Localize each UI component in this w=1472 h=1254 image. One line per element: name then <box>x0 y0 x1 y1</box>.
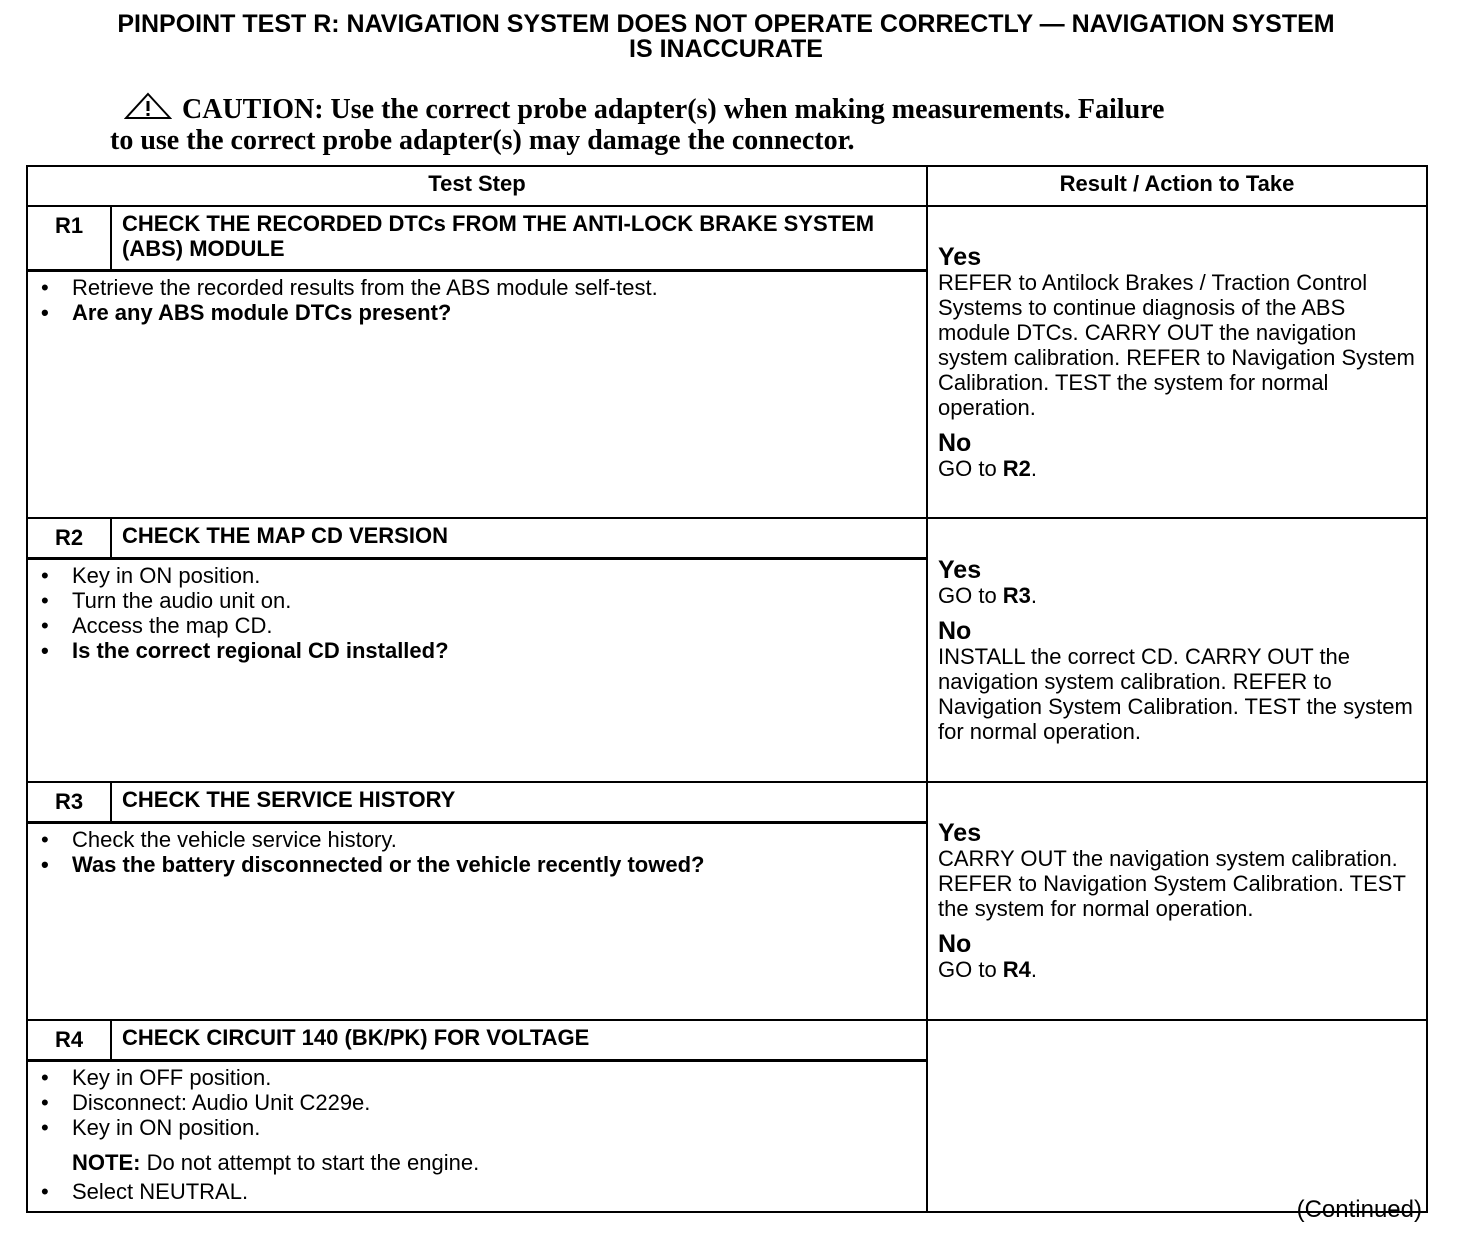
step-bullets-after <box>38 1179 916 1204</box>
step-body <box>27 271 927 519</box>
warning-triangle-icon <box>124 92 172 120</box>
list-item: • Select NEUTRAL. <box>38 1179 916 1204</box>
step-bullets <box>38 827 916 877</box>
step-bullets <box>38 563 916 663</box>
step-heading: CHECK THE RECORDED DTCs FROM THE ANTI-LOCK BRAKE SYSTEM (ABS) MODULE <box>111 206 927 271</box>
no-action: GO to R2. <box>938 455 1038 481</box>
yes-action: GO to R3. <box>938 582 1038 608</box>
yes-label: Yes <box>938 819 982 847</box>
list-item: • Key in ON position. <box>38 1115 916 1140</box>
step-r4-result <box>927 1020 1427 1212</box>
step-heading: CHECK THE SERVICE HISTORY <box>111 782 927 823</box>
list-item: • Key in OFF position. <box>38 1065 916 1090</box>
list-item: • Was the battery disconnected or the vehicle recently towed? <box>38 852 916 877</box>
no-label: No <box>938 428 972 457</box>
no-label: No <box>938 930 972 958</box>
list-item: • Check the vehicle service history. <box>38 827 916 852</box>
page-title <box>20 12 1432 62</box>
header-test-step: Test Step <box>27 166 927 206</box>
step-r2-result <box>927 518 1427 782</box>
caution-line-1: CAUTION: Use the correct probe adapter(s) when making measurements. Failure <box>182 94 1165 125</box>
step-id: R4 <box>27 1020 111 1061</box>
no-label: No <box>938 616 972 645</box>
step-bullets <box>38 1065 916 1140</box>
step-bullets <box>38 275 916 325</box>
step-r2-heading-row <box>27 518 1427 559</box>
list-item: • Retrieve the recorded results from the ABS module self-test. <box>38 275 916 300</box>
step-id: R2 <box>27 518 111 559</box>
no-action: GO to R4. <box>938 957 1038 982</box>
step-id: R1 <box>27 206 111 271</box>
step-r3-heading-row <box>27 782 1427 823</box>
step-body <box>27 823 927 1021</box>
list-item: • Key in ON position. <box>38 563 916 588</box>
list-item: • Access the map CD. <box>38 613 916 638</box>
caution-line-2: to use the correct probe adapter(s) may damage the connector. <box>110 125 855 156</box>
step-r1-result <box>927 206 1427 518</box>
table-header-row <box>27 166 1427 206</box>
note-label: NOTE: <box>72 1150 141 1175</box>
step-note <box>38 1150 916 1175</box>
step-body <box>27 1061 927 1213</box>
step-r1-heading-row <box>27 206 1427 271</box>
step-heading: CHECK CIRCUIT 140 (BK/PK) FOR VOLTAGE <box>111 1020 927 1061</box>
note-text: Do not attempt to start the engine. <box>140 1150 480 1175</box>
header-result: Result / Action to Take <box>927 166 1427 206</box>
title-line-2: IS INACCURATE <box>629 35 823 63</box>
yes-label: Yes <box>938 555 982 584</box>
step-r4-heading-row <box>27 1020 1427 1061</box>
title-line-1: PINPOINT TEST R: NAVIGATION SYSTEM DOES NOT OPERATE CORRECTLY — NAVIGATION SYSTEM <box>117 10 1335 38</box>
caution-notice <box>110 92 1350 156</box>
step-heading: CHECK THE MAP CD VERSION <box>111 518 927 559</box>
yes-action: CARRY OUT the navigation system calibration. REFER to Navigation System Calibration. TEST the system for normal operation. <box>938 846 1406 921</box>
yes-label: Yes <box>938 242 982 271</box>
no-action: INSTALL the correct CD. CARRY OUT the navigation system calibration. REFER to Navigation System Calibration. TEST the system for normal operation. <box>938 643 1413 744</box>
list-item: • Disconnect: Audio Unit C229e. <box>38 1090 916 1115</box>
step-id: R3 <box>27 782 111 823</box>
yes-action: REFER to Antilock Brakes / Traction Control Systems to continue diagnosis of the ABS module DTCs. CARRY OUT the navigation system calibration. REFER to Navigation System Calibration. TEST the system for normal operation. <box>938 269 1415 420</box>
list-item: • Is the correct regional CD installed? <box>38 638 916 663</box>
continued-label: (Continued) <box>1296 1196 1422 1223</box>
pinpoint-test-table <box>26 165 1428 1213</box>
step-r3-result <box>927 782 1427 1020</box>
list-item: • Are any ABS module DTCs present? <box>38 300 916 325</box>
step-body <box>27 559 927 783</box>
list-item: • Turn the audio unit on. <box>38 588 916 613</box>
